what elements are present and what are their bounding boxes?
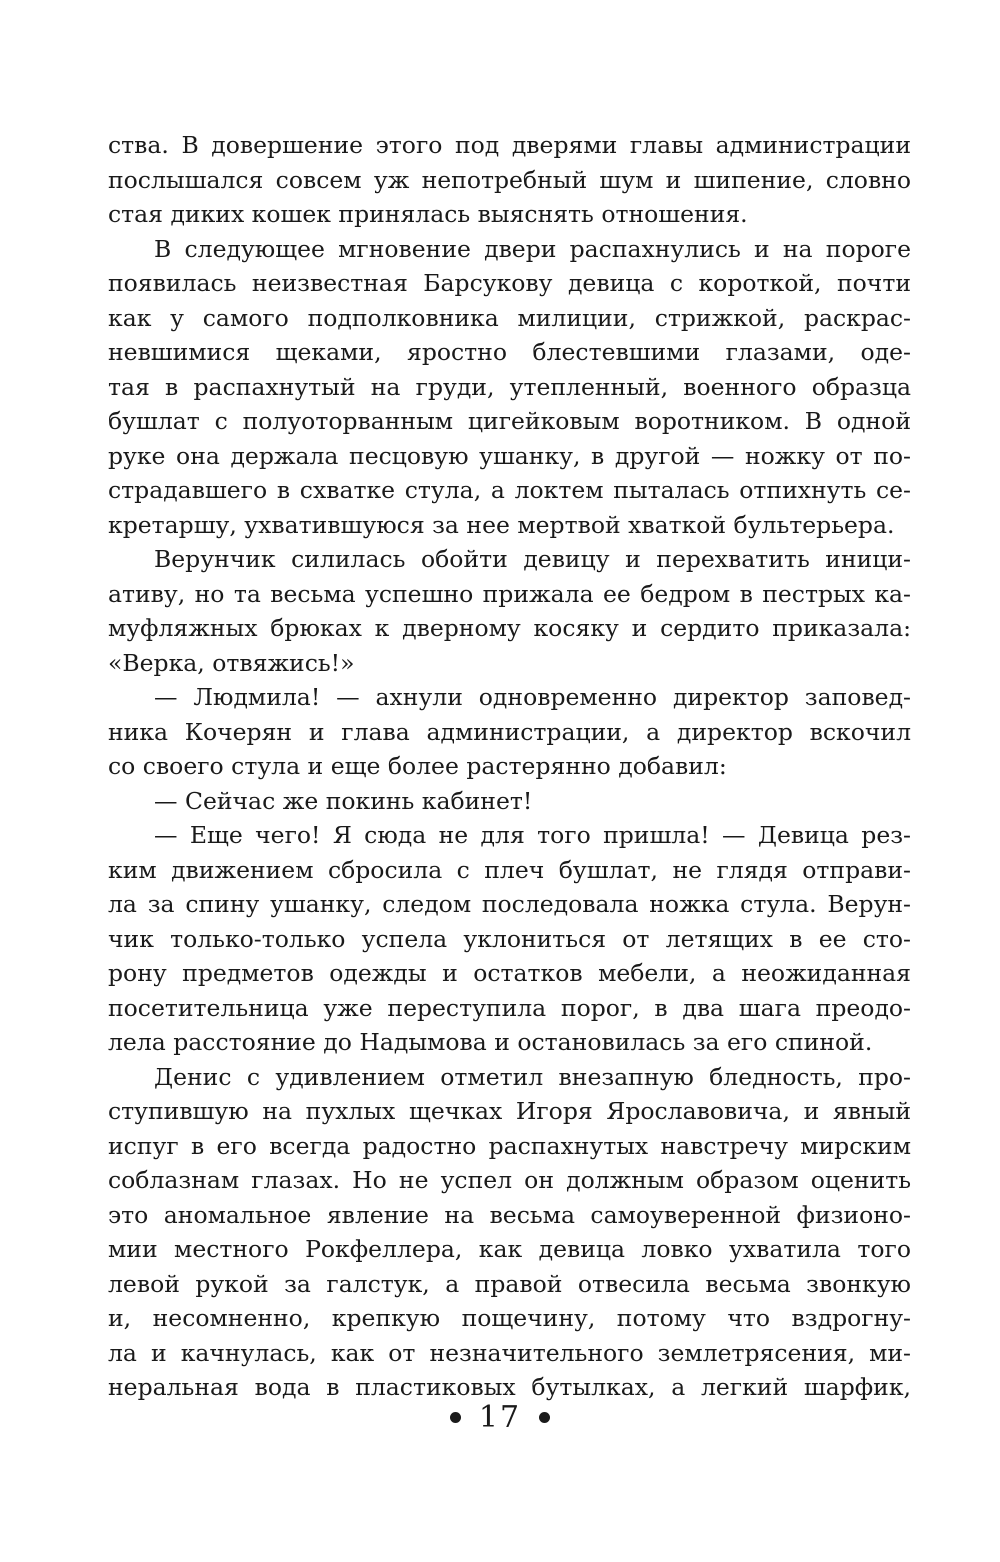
text-line: Верунчик силилась обойти девицу и перехватить иници- [154,545,911,573]
text-line: Денис с удивлением отметил внезапную бледность, про- [154,1062,911,1091]
text-line: — Еще чего! Я сюда не для того пришла! — Девица рез- [154,821,911,849]
text-line: посетительница уже переступила порог, в два шага преодо- [108,993,911,1022]
text-line: ким движением сбросила с плеч бушлат, не глядя отправи- [108,855,911,884]
text-line: В следующее мгновение двери распахнулись и на пороге [154,234,911,263]
bullet-left-icon [450,1412,461,1423]
text-line: — Сейчас же покинь кабинет! [154,786,533,815]
text-line: стая диких кошек принялась выяснять отношения. [108,200,748,228]
text-line: бушлат с полуоторванным цигейковым воротником. В одной [108,407,911,435]
page-number: 17 [478,1400,522,1435]
text-line: чик только-только успела уклониться от летящих в ее сто- [108,924,911,953]
text-line: испуг в его всегда радостно распахнутых навстречу мирским [108,1131,911,1160]
text-line: со своего стула и еще более растерянно добавил: [108,752,727,780]
text-line: появилась неизвестная Барсукову девица с короткой, почти [108,269,911,297]
text-line: тая в распахнутый на груди, утепленный, военного образца [108,372,911,401]
text-line: невшимися щеками, яростно блестевшими глазами, оде- [108,338,911,366]
text-line: мии местного Рокфеллера, как девица ловко ухватила того [108,1235,911,1263]
text-line: страдавшего в схватке стула, а локтем пыталась отпихнуть се- [108,476,911,504]
text-line: ступившую на пухлых щечках Игоря Ярославовича, и явный [108,1097,911,1125]
text-line: левой рукой за галстук, а правой отвесила весьма звонкую [108,1269,911,1298]
text-line: «Верка, отвяжись!» [108,648,355,677]
text-line: и, несомненно, крепкую пощечину, потому что вздрогну- [108,1304,911,1332]
text-line: ства. В довершение этого под дверями главы администрации [108,131,911,159]
text-line: ла за спину ушанку, следом последовала ножка стула. Верун- [108,890,911,918]
text-line: соблазнам глазах. Но не успел он должным образом оценить [108,1166,911,1194]
text-line: это аномальное явление на весьма самоуверенной физионо- [108,1200,911,1229]
text-line: рону предметов одежды и остатков мебели, а неожиданная [108,959,911,987]
text-line: ативу, но та весьма успешно прижала ее бедром в пестрых ка- [108,579,911,608]
page-text [108,128,911,1405]
text-line: ла и качнулась, как от незначительного землетрясения, ми- [108,1338,911,1367]
bullet-right-icon [539,1412,550,1423]
text-line: как у самого подполковника милиции, стрижкой, раскрас- [108,303,911,332]
text-line: руке она держала песцовую ушанку, в другой — ножку от по- [108,441,911,470]
text-line: — Людмила! — ахнули одновременно директор заповед- [154,683,911,711]
text-line: ника Кочерян и глава администрации, а директор вскочил [108,717,911,746]
text-line: неральная вода в пластиковых бутылках, а легкий шарфик, [108,1373,911,1401]
text-line: муфляжных брюках к дверному косяку и сердито приказала: [108,614,911,642]
page-footer [0,1398,1000,1438]
text-line: кретаршу, ухватившуюся за нее мертвой хваткой бультерьера. [108,510,895,539]
text-line: послышался совсем уж непотребный шум и шипение, словно [108,165,911,194]
text-line: лела расстояние до Надымова и остановилась за его спиной. [108,1028,873,1056]
